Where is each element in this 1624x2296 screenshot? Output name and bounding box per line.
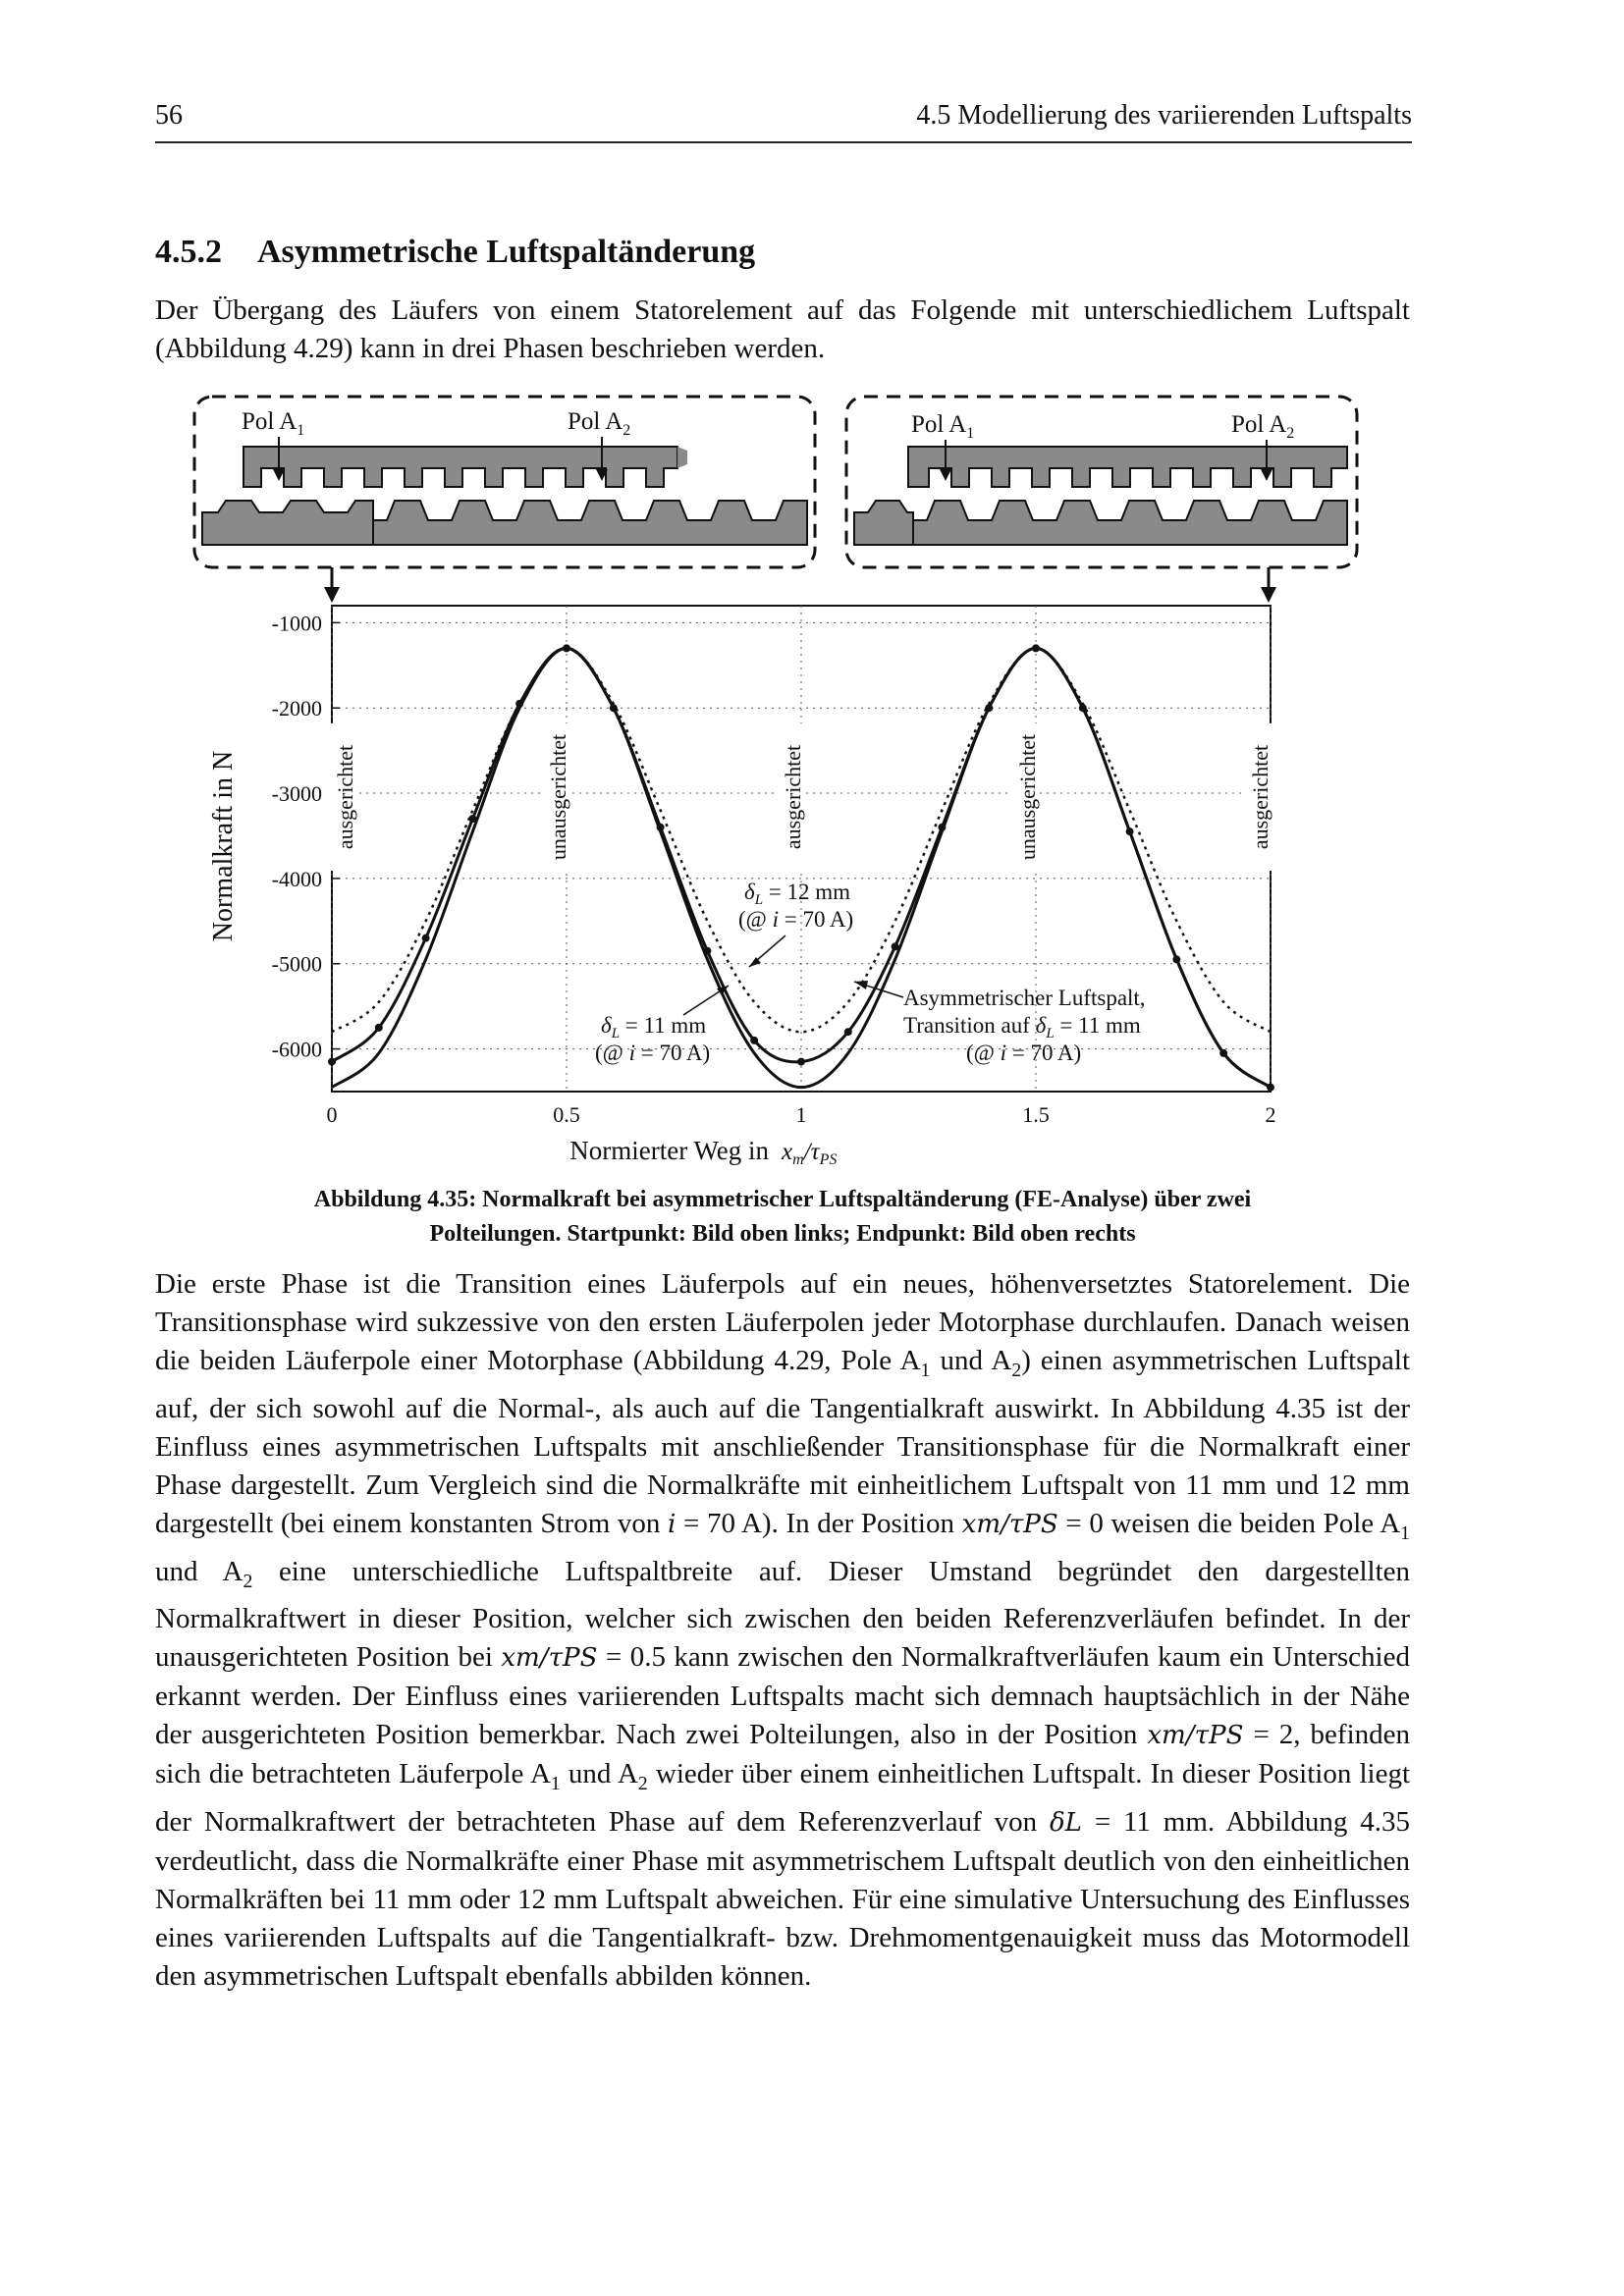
running-title: 4.5 Modellierung des variierenden Luftspalts [916,100,1412,131]
sym-pos-05: xm/τPS [501,1643,598,1674]
series-marker [1079,704,1087,712]
body-text-11: wieder über einem einheitlichen Luftspalt. In dieser Position liegt der Normalkraftwert der betrachteten Phase auf dem Referenzverlauf von [155,1758,1411,1839]
series-marker [1032,644,1040,652]
series-marker [1126,828,1134,835]
sym-delta-l: δL [1049,1808,1082,1839]
series-marker [422,934,430,942]
pole-a2-label-left: Pol A [568,408,623,435]
svg-text:δL = 12 mm [744,880,850,908]
d12-delta: δ [744,880,755,904]
d12-value: = 12 mm [763,880,851,904]
series-marker [985,704,993,712]
d11-value: = 11 mm [620,1013,707,1038]
series-marker [797,1058,805,1066]
sub-2a: 2 [1011,1359,1022,1381]
series-marker [515,700,523,708]
series-marker [703,947,711,955]
body-text-6: und A [155,1555,244,1587]
series-marker [844,1028,852,1036]
sym-pos-0: xm/τPS [961,1509,1058,1539]
body-text-12: = 11 mm. Abbildung 4.35 verdeutlicht, dass die Normalkräfte einer Phase mit asymmetrischem Luftspalt deutlich von den einheitlichen Normalkräften bei 11 mm oder 12 mm Luftspalt abweichen. Für eine simulative Untersuchung des Einflusses eines variierenden Luftspalts auf die Tangentialkraft- bzw. Drehmomentgenauigkeit muss das Motormodell den asymmetrischen Luftspalt ebenfalls abbilden können. [155,1806,1410,1993]
d11-sub: L [611,1026,621,1041]
x-tick-label: 2 [1265,1102,1276,1127]
asym-line3-b: = 70 A) [1005,1041,1082,1065]
position-label: unausgerichtet [546,733,570,861]
position-label: ausgerichtet [333,744,357,850]
d11-delta: δ [601,1013,612,1038]
body-text-8: = 0.5 kann zwischen den Normalkraftverläufen kaum ein Unterschied erkannt werden. Der Einfluss eines variierenden Luftspalts macht sich demnach hauptsächlich in der Nähe der ausgerichteten Position bemerkbar. Nach zwei Polteilungen, also in der Position [155,1641,1410,1751]
asym-line2-a: Transition auf [903,1013,1036,1038]
position-label: ausgerichtet [1248,744,1272,850]
svg-text:(@ i = 70 A) [595,1041,710,1065]
caption-line-1: Abbildung 4.35: Normalkraft bei asymmetrischer Luftspaltänderung (FE-Analyse) über zwei [313,1187,1252,1212]
body-text-1: Die erste Phase ist die Transition eines Läuferpols auf ein neues, höhenversetztes Statorelement. Die Transitionsphase wird sukzessive von den ersten Läuferpolen jeder Motorphase durchlaufen. Danach weisen die beiden Läuferpole einer Motorphase (Abbildung 4.29, Pole A [155,1268,1410,1376]
svg-text:Pol A2 [1231,411,1294,442]
series-marker [1219,1049,1227,1057]
series-marker [328,1058,336,1066]
annotation-d11 [595,986,729,1065]
svg-text:Pol A1 [911,411,974,442]
y-tick-label: -2000 [271,696,322,721]
sym-i: i [668,1509,677,1539]
tick-labels [272,611,1276,1127]
asym-line1: Asymmetrischer Luftspalt, [903,986,1146,1010]
y-tick-label: -3000 [271,781,322,807]
x-axis-label: Normierter Weg in [569,1136,769,1165]
annotation-d12 [738,880,853,967]
intro-paragraph: Der Übergang des Läufers von einem Statorelement auf das Folgende mit unterschiedlichem Luftspalt (Abbildung 4.29) kann in drei Phasen beschrieben werden. [155,294,1410,364]
series-marker [1267,1084,1274,1092]
series-marker [610,704,618,712]
body-paragraph [155,1265,1410,1996]
body-text-4: = 70 A). In der Position [676,1507,962,1539]
sub-2c: 2 [637,1773,648,1795]
asym-line2-b: = 11 mm [1054,1013,1141,1038]
sym-pos-2: xm/τPS [1147,1721,1244,1751]
asym-line2-delta: δ [1035,1013,1047,1038]
series-marker [1172,955,1180,963]
caption-line-2: Polteilungen. Startpunkt: Bild oben links; Endpunkt: Bild oben rechts [429,1221,1136,1247]
d12-cond-a: (@ [738,907,773,932]
pole-a2-label-right: Pol A [1231,411,1287,438]
series-marker [563,644,570,652]
body-text-9: = 2, befinden sich die betrachteten Läuferpole A [155,1719,1410,1790]
annotation-asym [854,981,1146,1065]
y-tick-label: -1000 [271,611,322,636]
section-title: Asymmetrische Luftspaltänderung [257,234,756,270]
position-label: ausgerichtet [781,744,805,850]
page-number: 56 [155,100,183,131]
body-text-7: eine unterschiedliche Luftspaltbreite auf. Dieser Umstand begründet den dargestellten Normalkraftwert in dieser Position, welcher sich zwischen den beiden Referenzverläufen befindet. In der unausgerichteten Position bei [155,1555,1411,1674]
series-marker [657,824,665,831]
position-labels [330,723,1272,871]
position-label: unausgerichtet [1015,733,1040,861]
x-tick-label: 1 [795,1102,807,1127]
svg-text:δL = 11 mm [601,1013,706,1041]
series-marker [750,1037,758,1044]
x-tick-label: 0.5 [553,1102,580,1127]
x-tick-label: 1.5 [1022,1102,1050,1127]
d12-sub: L [754,892,764,908]
pole-a1-label-left: Pol A [242,408,298,435]
x-tick-label: 0 [326,1102,338,1127]
d11-cond-a: (@ [595,1041,629,1065]
asym-line3-a: (@ [966,1041,1001,1065]
pole-a2-sub-right: 2 [1286,425,1295,442]
schematic-end [846,397,1357,603]
y-tick-label: -4000 [271,866,322,891]
svg-text:Transition auf δL = 11 mm [903,1013,1141,1041]
svg-text:(@ i = 70 A) [966,1041,1081,1065]
chart [208,606,1276,1168]
sub-2b: 2 [243,1570,253,1592]
asym-line3-i: i [1000,1041,1006,1065]
body-text-3: ) einen asymmetrischen Luftspalt auf, der sich sowohl auf die Normal-, als auch auf die Tangentialkraft auswirkt. In Abbildung 4.35 ist der Einfluss eines asymmetrischen Luftspalts mit anschließender Transitionsphase für die Normalkraft einer Phase dargestellt. Zum Vergleich sind die Normalkräfte mit einheitlichem Luftspalt von 11 mm und 12 mm dargestellt (bei einem konstanten Strom von [155,1345,1411,1539]
sub-1a: 1 [920,1359,931,1381]
asym-line2-sub: L [1046,1026,1055,1041]
schematic-start [194,397,815,603]
pole-a1-sub-left: 1 [297,422,305,439]
pole-a1-sub-right: 1 [966,425,975,442]
d11-cond-b: = 70 A) [634,1041,711,1065]
body-text-2: und A [930,1345,1012,1376]
series-marker [375,1024,383,1032]
d12-cond-i: i [772,907,779,932]
svg-text:(@ i = 70 A) [738,907,853,932]
series-marker [468,815,476,823]
sub-1b: 1 [1400,1522,1410,1544]
y-tick-label: -5000 [271,951,322,977]
series-marker [938,824,946,831]
section-number: 4.5.2 [155,234,222,270]
body-text-10: und A [560,1758,638,1790]
body-text-5: = 0 weisen die beiden Pole A [1057,1507,1401,1539]
svg-text:Pol A2 [568,408,630,439]
series-marker [892,942,899,950]
x-axis-symbol: $x_m/\tau_{PS}$ [782,1139,838,1168]
pole-a1-label-right: Pol A [911,411,967,438]
figure-caption [155,1183,1410,1252]
d12-cond-b: = 70 A) [778,907,854,932]
svg-text:Pol A1 [242,408,304,439]
y-tick-label: -6000 [271,1037,322,1062]
d11-cond-i: i [628,1041,635,1065]
sub-1c: 1 [550,1773,561,1795]
pole-a2-sub-left: 2 [623,422,631,439]
y-axis-label: Normalkraft in N [208,750,239,942]
